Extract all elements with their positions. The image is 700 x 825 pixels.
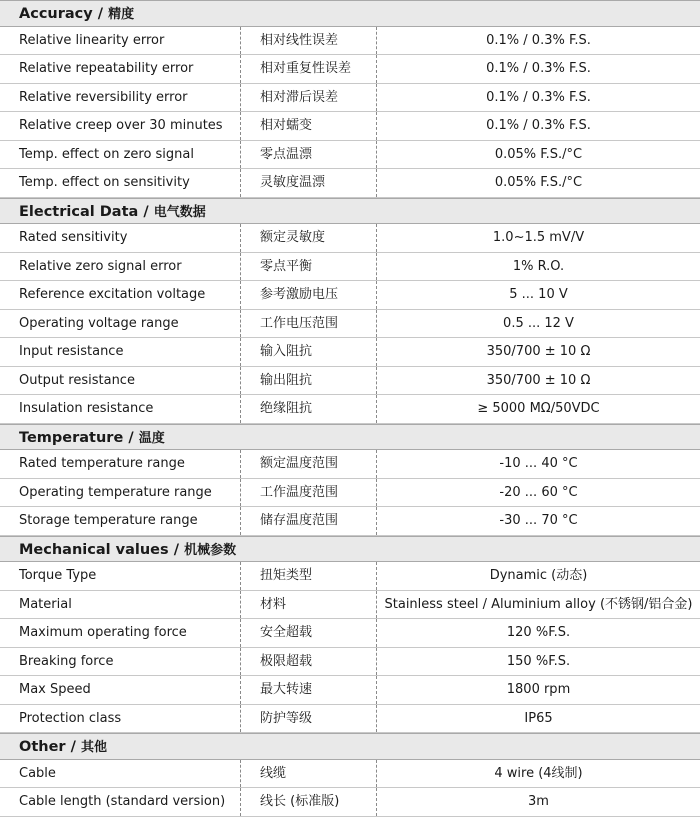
spec-row xyxy=(0,169,700,198)
param-value: 0.1% / 0.3% F.S. xyxy=(376,84,700,112)
param-name-en: Maximum operating force xyxy=(19,625,187,640)
param-name-zh: 绝缘阻抗 xyxy=(240,395,376,423)
section-title: Electrical Data xyxy=(19,203,139,220)
section-title-zh: 精度 xyxy=(108,7,135,22)
section-header xyxy=(0,536,700,563)
param-name-en: Rated sensitivity xyxy=(19,230,128,245)
spec-row xyxy=(0,507,700,536)
spec-row xyxy=(0,367,700,396)
param-value: 150 %F.S. xyxy=(376,648,700,676)
param-value: 0.05% F.S./°C xyxy=(376,169,700,197)
spec-row xyxy=(0,141,700,170)
param-value: IP65 xyxy=(376,705,700,733)
param-name-zh: 零点温漂 xyxy=(240,141,376,169)
param-name-en: Breaking force xyxy=(19,653,114,669)
param-name-zh: 零点平衡 xyxy=(240,253,376,281)
param-name-zh: 额定温度范围 xyxy=(240,450,376,478)
section-header xyxy=(0,424,700,451)
spec-row xyxy=(0,395,700,424)
section-title-zh: 电气数据 xyxy=(153,204,206,220)
param-value: 4 wire (4线制) xyxy=(376,760,700,788)
param-name-zh: 防护等级 xyxy=(240,705,376,733)
section-title-zh: 其他 xyxy=(80,740,107,755)
spec-row xyxy=(0,450,700,479)
param-name-en: Rated temperature range xyxy=(19,456,185,471)
spec-row xyxy=(0,705,700,734)
param-value: -30 ... 70 °C xyxy=(376,507,700,535)
param-name-zh: 参考激励电压 xyxy=(240,281,376,309)
param-name-zh: 相对重复性误差 xyxy=(240,55,376,83)
param-value: 5 ... 10 V xyxy=(376,281,700,309)
param-name-zh: 极限超载 xyxy=(240,648,376,676)
spec-row xyxy=(0,562,700,591)
param-value: 0.5 ... 12 V xyxy=(376,310,700,338)
param-value: ≥ 5000 MΩ/50VDC xyxy=(376,395,700,423)
param-name-en: Relative repeatability error xyxy=(19,61,194,76)
param-value: 0.1% / 0.3% F.S. xyxy=(376,112,700,140)
param-value: 1.0~1.5 mV/V xyxy=(376,224,700,252)
param-name-zh: 输入阻抗 xyxy=(240,338,376,366)
param-value: Dynamic (动态) xyxy=(376,562,700,590)
param-name-zh: 额定灵敏度 xyxy=(240,224,376,252)
param-value: 1% R.O. xyxy=(376,253,700,281)
param-name-en: Material xyxy=(19,596,72,612)
spec-row xyxy=(0,788,700,817)
param-name-zh: 扭矩类型 xyxy=(240,562,376,590)
param-name-en: Temp. effect on sensitivity xyxy=(19,175,190,190)
param-value: 0.1% / 0.3% F.S. xyxy=(376,27,700,55)
param-value: -20 ... 60 °C xyxy=(376,479,700,507)
section-header xyxy=(0,733,700,760)
param-name-en: Input resistance xyxy=(19,344,124,359)
section-title-separator: / xyxy=(123,429,139,446)
param-name-zh: 线缆 xyxy=(240,760,376,788)
spec-row xyxy=(0,253,700,282)
spec-row xyxy=(0,338,700,367)
spec-row xyxy=(0,112,700,141)
param-name-zh: 最大转速 xyxy=(240,676,376,704)
section-title-zh: 机械参数 xyxy=(184,542,237,558)
section-title-separator: / xyxy=(168,541,185,558)
param-name-en: Reference excitation voltage xyxy=(19,287,206,302)
section-title: Temperature xyxy=(19,429,124,446)
section-title: Accuracy xyxy=(19,6,93,22)
param-name-en: Cable length (standard version) xyxy=(19,794,226,809)
param-name-en: Relative creep over 30 minutes xyxy=(19,118,223,133)
spec-row xyxy=(0,281,700,310)
param-name-zh: 相对线性误差 xyxy=(240,27,376,55)
section-header xyxy=(0,0,700,27)
param-name-zh: 相对蠕变 xyxy=(240,112,376,140)
param-name-zh: 材料 xyxy=(240,591,376,619)
param-name-en: Temp. effect on zero signal xyxy=(19,146,194,162)
spec-row xyxy=(0,591,700,620)
param-name-zh: 工作温度范围 xyxy=(240,479,376,507)
spec-row xyxy=(0,224,700,253)
param-name-zh: 工作电压范围 xyxy=(240,310,376,338)
param-name-zh: 相对滞后误差 xyxy=(240,84,376,112)
spec-row xyxy=(0,479,700,508)
param-name-zh: 灵敏度温漂 xyxy=(240,169,376,197)
param-value: 350/700 ± 10 Ω xyxy=(376,367,700,395)
section-title: Mechanical values xyxy=(19,541,169,558)
param-value: 350/700 ± 10 Ω xyxy=(376,338,700,366)
section-title-zh: 温度 xyxy=(138,430,165,446)
param-value: 0.1% / 0.3% F.S. xyxy=(376,55,700,83)
section-title: Other xyxy=(19,739,66,755)
spec-row xyxy=(0,648,700,677)
param-value: 1800 rpm xyxy=(376,676,700,704)
param-name-en: Storage temperature range xyxy=(19,513,198,528)
spec-row xyxy=(0,760,700,789)
param-name-zh: 线长 (标准版) xyxy=(240,788,376,816)
spec-row xyxy=(0,619,700,648)
spec-row xyxy=(0,676,700,705)
param-name-en: Relative reversibility error xyxy=(19,89,188,105)
param-name-en: Operating temperature range xyxy=(19,484,212,500)
param-name-en: Insulation resistance xyxy=(19,401,154,416)
param-name-en: Operating voltage range xyxy=(19,315,179,331)
spec-row xyxy=(0,84,700,113)
param-value: 0.05% F.S./°C xyxy=(376,141,700,169)
param-name-en: Output resistance xyxy=(19,372,135,388)
param-name-en: Protection class xyxy=(19,710,122,726)
param-name-zh: 安全超载 xyxy=(240,619,376,647)
param-name-en: Relative linearity error xyxy=(19,32,165,48)
param-value: 120 %F.S. xyxy=(376,619,700,647)
param-name-en: Torque Type xyxy=(19,568,97,583)
param-value: 3m xyxy=(376,788,700,816)
spec-row xyxy=(0,55,700,84)
param-value: -10 ... 40 °C xyxy=(376,450,700,478)
param-name-en: Cable xyxy=(19,765,56,781)
param-name-zh: 输出阻抗 xyxy=(240,367,376,395)
section-title-separator: / xyxy=(92,6,109,22)
param-name-en: Relative zero signal error xyxy=(19,258,182,274)
section-header xyxy=(0,198,700,225)
section-title-separator: / xyxy=(138,203,154,220)
param-value: Stainless steel / Aluminium alloy (不锈钢/铝合金) xyxy=(376,591,700,619)
section-title-separator: / xyxy=(65,739,81,755)
spec-row xyxy=(0,310,700,339)
param-name-zh: 储存温度范围 xyxy=(240,507,376,535)
param-name-en: Max Speed xyxy=(19,682,91,697)
spec-row xyxy=(0,27,700,56)
